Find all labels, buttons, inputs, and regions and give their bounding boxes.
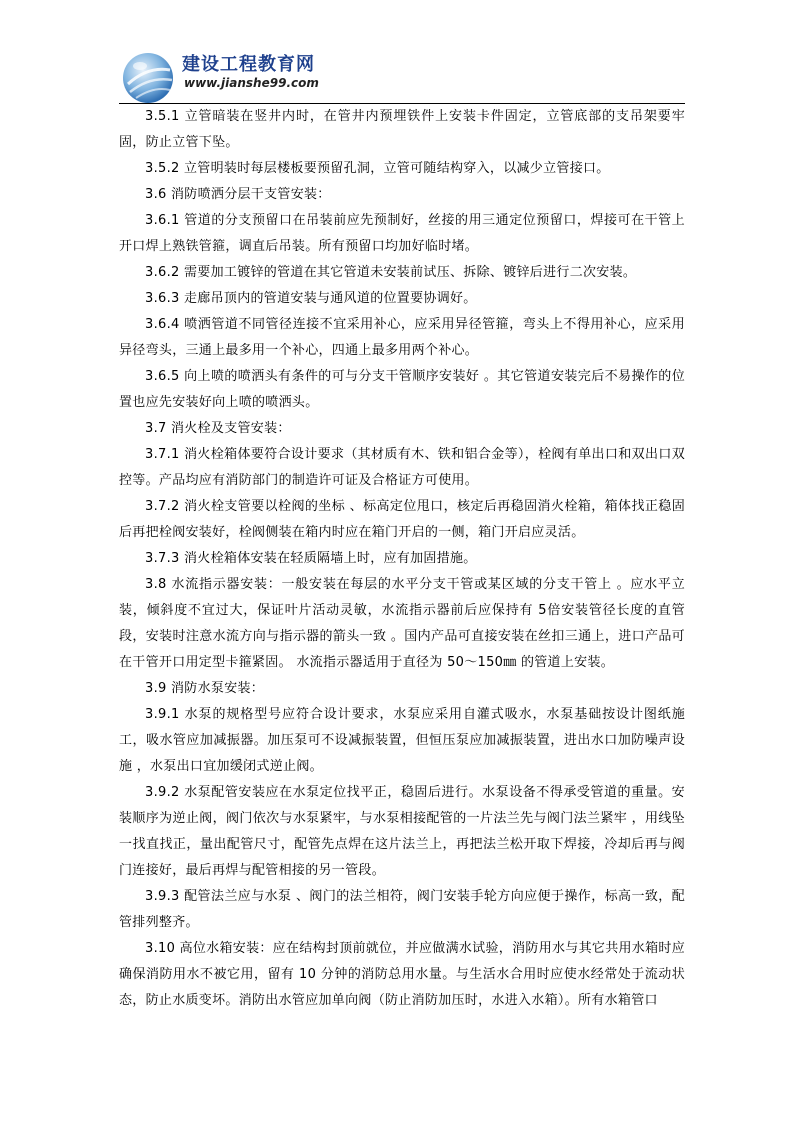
paragraph: 3.7.2 消火栓支管要以栓阀的坐标 、标高定位甩口，核定后再稳固消火栓箱，箱体找正稳固后再把栓阀安装好，栓阀侧装在箱内时应在箱门开启的一侧，箱门开启应灵活。 xyxy=(119,499,685,540)
paragraph: 3.9.3 配管法兰应与水泵 、阀门的法兰相符，阀门安装手轮方向应便于操作，标高一致，配管排列整齐。 xyxy=(119,889,685,930)
paragraph: 3.6.2 需要加工镀锌的管道在其它管道未安装前试压、拆除、镀锌后进行二次安装。 xyxy=(145,265,637,280)
section-heading: 3.7 消火栓及支管安装： xyxy=(145,421,291,436)
paragraph: 3.7.3 消火栓箱体安装在轻质隔墙上时，应有加固措施。 xyxy=(145,551,477,566)
site-url[interactable]: www.jianshe99.com xyxy=(184,76,319,90)
globe-logo-icon xyxy=(120,48,176,104)
document-body xyxy=(119,104,685,1014)
paragraph: 3.9.2 水泵配管安装应在水泵定位找平正，稳固后进行。水泵设备不得承受管道的重量。安装顺序为逆止阀，阀门依次与水泵紧牢，与水泵相接配管的一片法兰先与阀门法兰紧牢 ，用线坠一找直找正，量出配管尺寸，配管先点焊在这片法兰上，再把法兰松开取下焊接，冷却后再与阀门连接好，最后再焊与配管相接的另一管段。 xyxy=(119,785,685,878)
paragraph: 3.8 水流指示器安装：一般安装在每层的水平分支干管或某区域的分支干管上 。应水平立装，倾斜度不宜过大，保证叶片活动灵敏，水流指示器前后应保持有 5倍安装管径长度的直管段，安装时注意水流方向与指示器的箭头一致 。国内产品可直接安装在丝扣三通上，进口产品可在干管开口用定型卡箍紧固。 水流指示器适用于直径为 50～150㎜ 的管道上安装。 xyxy=(119,577,685,670)
paragraph: 3.5.1 立管暗装在竖井内时，在管井内预埋铁件上安装卡件固定，立管底部的支吊架要牢固，防止立管下坠。 xyxy=(119,109,685,150)
paragraph: 3.7.1 消火栓箱体要符合设计要求（其材质有木、铁和铝合金等），栓阀有单出口和双出口双控等。产品均应有消防部门的制造许可证及合格证方可使用。 xyxy=(119,447,685,488)
paragraph: 3.6.1 管道的分支预留口在吊装前应先预制好，丝接的用三通定位预留口，焊接可在干管上开口焊上熟铁管箍，调直后吊装。所有预留口均加好临时堵。 xyxy=(119,213,685,254)
paragraph: 3.9.1 水泵的规格型号应符合设计要求，水泵应采用自灌式吸水，水泵基础按设计图纸施工，吸水管应加减振器。加压泵可不设减振装置，但恒压泵应加减振装置，进出水口加防噪声设施 ，水泵出口宜加缓闭式逆止阀。 xyxy=(119,707,685,774)
paragraph: 3.6.3 走廊吊顶内的管道安装与通风道的位置要协调好。 xyxy=(145,291,477,306)
section-heading: 3.6 消防喷洒分层干支管安装： xyxy=(145,187,331,202)
page-header xyxy=(120,44,700,104)
paragraph: 3.6.5 向上喷的喷洒头有条件的可与分支干管顺序安装好 。其它管道安装完后不易操作的位置也应先安装好向上喷的喷洒头。 xyxy=(119,369,685,410)
paragraph: 3.6.4 喷洒管道不同管径连接不宜采用补心，应采用异径管箍，弯头上不得用补心，应采用异径弯头，三通上最多用一个补心，四通上最多用两个补心。 xyxy=(119,317,685,358)
site-title: 建设工程教育网 xyxy=(182,54,315,75)
section-heading: 3.9 消防水泵安装： xyxy=(145,681,265,696)
paragraph: 3.5.2 立管明装时每层楼板要预留孔洞，立管可随结构穿入，以减少立管接口。 xyxy=(145,161,610,176)
paragraph: 3.10 高位水箱安装：应在结构封顶前就位，并应做满水试验，消防用水与其它共用水箱时应确保消防用水不被它用，留有 10 分钟的消防总用水量。与生活水合用时应使水经常处于流动状态，防止水质变坏。消防出水管应加单向阀（防止消防加压时，水进入水箱）。所有水箱管口 xyxy=(119,941,685,1008)
